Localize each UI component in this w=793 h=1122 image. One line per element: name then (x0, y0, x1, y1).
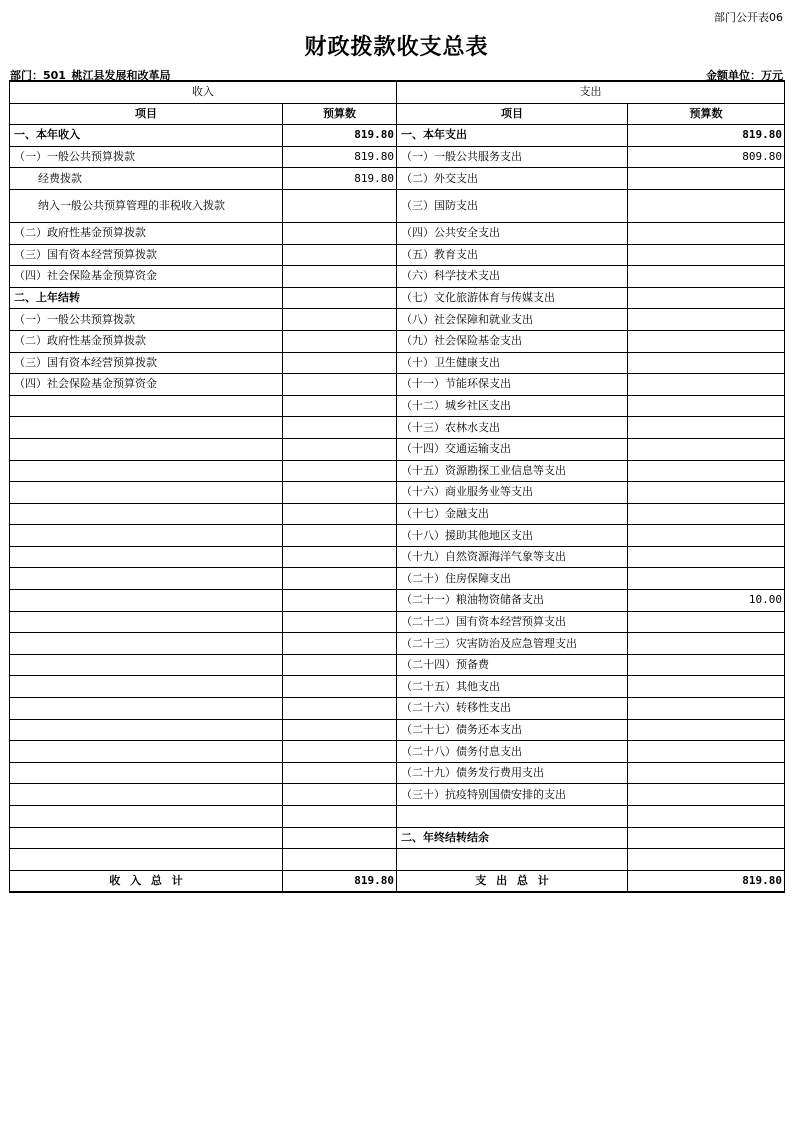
income-item-cell: （四）社会保险基金预算资金 (10, 374, 283, 396)
income-item-cell (10, 611, 283, 633)
table-row (10, 719, 785, 741)
income-item-cell: （一）一般公共预算拨款 (10, 309, 283, 331)
expense-budget-cell (628, 784, 785, 806)
income-budget-cell (283, 309, 397, 331)
table-row (10, 395, 785, 417)
expense-item-cell (397, 849, 628, 871)
expense-item-col-header: 项目 (397, 103, 628, 125)
expense-budget-cell (628, 611, 785, 633)
budget-summary-table (9, 80, 785, 893)
income-item-cell (10, 395, 283, 417)
expense-budget-cell (628, 438, 785, 460)
expense-budget-cell: 819.80 (628, 125, 785, 147)
income-item-cell (10, 698, 283, 720)
income-item-cell (10, 827, 283, 849)
expense-budget-cell (628, 719, 785, 741)
income-item-cell: （三）国有资本经营预算拨款 (10, 352, 283, 374)
table-row (10, 568, 785, 590)
table-row (10, 525, 785, 547)
income-budget-cell (283, 438, 397, 460)
income-budget-cell (283, 330, 397, 352)
income-budget-cell (283, 633, 397, 655)
expense-budget-cell (628, 460, 785, 482)
expense-item-cell: （十一）节能环保支出 (397, 374, 628, 396)
income-budget-cell (283, 503, 397, 525)
table-row (10, 676, 785, 698)
table-row (10, 266, 785, 288)
income-item-cell (10, 460, 283, 482)
expense-item-cell: （七）文化旅游体育与传媒支出 (397, 287, 628, 309)
expense-budget-cell (628, 222, 785, 244)
income-item-cell (10, 849, 283, 871)
table-row (10, 189, 785, 222)
expense-budget-cell (628, 189, 785, 222)
income-item-cell: 纳入一般公共预算管理的非税收入拨款 (10, 189, 283, 222)
income-item-cell (10, 806, 283, 828)
expense-budget-cell (628, 676, 785, 698)
table-row (10, 503, 785, 525)
expense-item-cell: （十八）援助其他地区支出 (397, 525, 628, 547)
table-row (10, 125, 785, 147)
expense-total-label: 支 出 总 计 (397, 870, 628, 892)
expense-budget-cell (628, 330, 785, 352)
expense-budget-cell (628, 568, 785, 590)
income-budget-cell (283, 849, 397, 871)
column-header-row (10, 103, 785, 125)
expense-budget-cell (628, 654, 785, 676)
expense-item-cell: （二十八）债务付息支出 (397, 741, 628, 763)
table-row (10, 633, 785, 655)
expense-item-cell: （十七）金融支出 (397, 503, 628, 525)
section-header-row (10, 81, 785, 103)
expense-item-cell: （十五）资源勘探工业信息等支出 (397, 460, 628, 482)
income-item-cell (10, 762, 283, 784)
income-total-value: 819.80 (283, 870, 397, 892)
table-row (10, 611, 785, 633)
table-row (10, 762, 785, 784)
expense-budget-cell (628, 698, 785, 720)
expense-item-cell: （二十七）债务还本支出 (397, 719, 628, 741)
expense-header: 支出 (397, 81, 785, 103)
income-budget-cell (283, 806, 397, 828)
income-item-cell (10, 482, 283, 504)
expense-budget-cell (628, 546, 785, 568)
expense-item-cell: （十六）商业服务业等支出 (397, 482, 628, 504)
expense-item-cell: （三十）抗疫特别国债安排的支出 (397, 784, 628, 806)
expense-item-cell: （二十九）债务发行费用支出 (397, 762, 628, 784)
income-budget-cell (283, 222, 397, 244)
table-row (10, 460, 785, 482)
income-item-cell: （四）社会保险基金预算资金 (10, 266, 283, 288)
table-row (10, 827, 785, 849)
expense-item-cell: （二十五）其他支出 (397, 676, 628, 698)
expense-budget-cell (628, 417, 785, 439)
expense-item-cell: （二十）住房保障支出 (397, 568, 628, 590)
table-row (10, 806, 785, 828)
income-item-cell (10, 784, 283, 806)
expense-item-cell: （十四）交通运输支出 (397, 438, 628, 460)
expense-budget-cell (628, 762, 785, 784)
income-item-cell (10, 719, 283, 741)
income-budget-cell (283, 719, 397, 741)
expense-item-cell: （十九）自然资源海洋气象等支出 (397, 546, 628, 568)
expense-item-cell: （十）卫生健康支出 (397, 352, 628, 374)
expense-budget-cell (628, 633, 785, 655)
expense-budget-cell (628, 168, 785, 190)
income-item-cell (10, 590, 283, 612)
amount-unit-label: 金额单位：万元 (706, 69, 783, 82)
expense-budget-cell (628, 309, 785, 331)
table-row (10, 698, 785, 720)
income-budget-cell (283, 374, 397, 396)
expense-budget-col-header: 预算数 (628, 103, 785, 125)
income-budget-cell (283, 698, 397, 720)
table-row (10, 417, 785, 439)
expense-budget-cell (628, 244, 785, 266)
table-row (10, 146, 785, 168)
income-item-cell: （一）一般公共预算拨款 (10, 146, 283, 168)
expense-item-cell: （一）一般公共服务支出 (397, 146, 628, 168)
income-item-cell (10, 525, 283, 547)
income-budget-cell (283, 460, 397, 482)
table-row (10, 244, 785, 266)
income-item-cell (10, 546, 283, 568)
expense-item-cell: （三）国防支出 (397, 189, 628, 222)
income-budget-cell (283, 395, 397, 417)
table-body (10, 81, 785, 892)
income-item-cell: （二）政府性基金预算拨款 (10, 222, 283, 244)
income-item-cell (10, 676, 283, 698)
income-budget-cell: 819.80 (283, 125, 397, 147)
income-budget-cell (283, 741, 397, 763)
income-item-cell: 经费拨款 (10, 168, 283, 190)
table-row (10, 330, 785, 352)
income-budget-cell (283, 827, 397, 849)
expense-budget-cell (628, 395, 785, 417)
expense-budget-cell (628, 525, 785, 547)
income-item-cell: 一、本年收入 (10, 125, 283, 147)
expense-budget-cell (628, 806, 785, 828)
expense-item-cell: （二十二）国有资本经营预算支出 (397, 611, 628, 633)
income-budget-cell (283, 417, 397, 439)
income-budget-cell (283, 546, 397, 568)
expense-budget-cell (628, 287, 785, 309)
income-budget-cell: 819.80 (283, 146, 397, 168)
income-budget-cell (283, 611, 397, 633)
expense-item-cell (397, 806, 628, 828)
income-budget-cell (283, 784, 397, 806)
expense-budget-cell (628, 849, 785, 871)
expense-budget-cell (628, 827, 785, 849)
income-header: 收入 (10, 81, 397, 103)
table-row (10, 654, 785, 676)
income-item-cell: 二、上年结转 (10, 287, 283, 309)
expense-item-cell: （二十四）预备费 (397, 654, 628, 676)
expense-item-cell: （二十一）粮油物资储备支出 (397, 590, 628, 612)
expense-item-cell: （四）公共安全支出 (397, 222, 628, 244)
expense-item-cell: （九）社会保险基金支出 (397, 330, 628, 352)
table-row (10, 849, 785, 871)
table-row (10, 741, 785, 763)
income-item-cell: （三）国有资本经营预算拨款 (10, 244, 283, 266)
income-total-label: 收 入 总 计 (10, 870, 283, 892)
table-row (10, 590, 785, 612)
expense-budget-cell (628, 266, 785, 288)
expense-item-cell: （五）教育支出 (397, 244, 628, 266)
income-budget-cell (283, 676, 397, 698)
table-row (10, 309, 785, 331)
income-budget-cell (283, 266, 397, 288)
income-item-cell (10, 503, 283, 525)
department-label: 部门：501_桃江县发展和改革局 (10, 69, 171, 82)
income-budget-col-header: 预算数 (283, 103, 397, 125)
income-budget-cell (283, 189, 397, 222)
expense-item-cell: （六）科学技术支出 (397, 266, 628, 288)
form-number: 部门公开表06 (714, 11, 783, 24)
expense-item-cell: （二十三）灾害防治及应急管理支出 (397, 633, 628, 655)
income-item-cell: （二）政府性基金预算拨款 (10, 330, 283, 352)
page-title: 财政拨款收支总表 (304, 35, 489, 60)
income-item-cell (10, 568, 283, 590)
income-budget-cell (283, 287, 397, 309)
expense-budget-cell (628, 374, 785, 396)
income-item-cell (10, 741, 283, 763)
expense-item-cell: （二）外交支出 (397, 168, 628, 190)
income-budget-cell (283, 352, 397, 374)
expense-item-cell: （十二）城乡社区支出 (397, 395, 628, 417)
table-row (10, 287, 785, 309)
income-item-cell (10, 633, 283, 655)
table-row (10, 374, 785, 396)
expense-item-cell: （八）社会保障和就业支出 (397, 309, 628, 331)
income-item-cell (10, 417, 283, 439)
income-budget-cell (283, 654, 397, 676)
table-row (10, 546, 785, 568)
table-row (10, 168, 785, 190)
table-row (10, 222, 785, 244)
expense-budget-cell (628, 503, 785, 525)
expense-item-cell: 一、本年支出 (397, 125, 628, 147)
income-item-col-header: 项目 (10, 103, 283, 125)
income-budget-cell (283, 762, 397, 784)
expense-item-cell: （十三）农林水支出 (397, 417, 628, 439)
income-budget-cell (283, 568, 397, 590)
expense-budget-cell (628, 352, 785, 374)
table-row (10, 438, 785, 460)
income-item-cell (10, 438, 283, 460)
expense-total-value: 819.80 (628, 870, 785, 892)
expense-item-cell: 二、年终结转结余 (397, 827, 628, 849)
income-budget-cell (283, 525, 397, 547)
income-budget-cell (283, 482, 397, 504)
income-budget-cell: 819.80 (283, 168, 397, 190)
expense-budget-cell: 809.80 (628, 146, 785, 168)
total-row (10, 870, 785, 892)
expense-budget-cell (628, 741, 785, 763)
expense-budget-cell (628, 482, 785, 504)
table-row (10, 482, 785, 504)
expense-budget-cell: 10.00 (628, 590, 785, 612)
table-row (10, 784, 785, 806)
income-budget-cell (283, 244, 397, 266)
income-budget-cell (283, 590, 397, 612)
expense-item-cell: （二十六）转移性支出 (397, 698, 628, 720)
income-item-cell (10, 654, 283, 676)
table-row (10, 352, 785, 374)
